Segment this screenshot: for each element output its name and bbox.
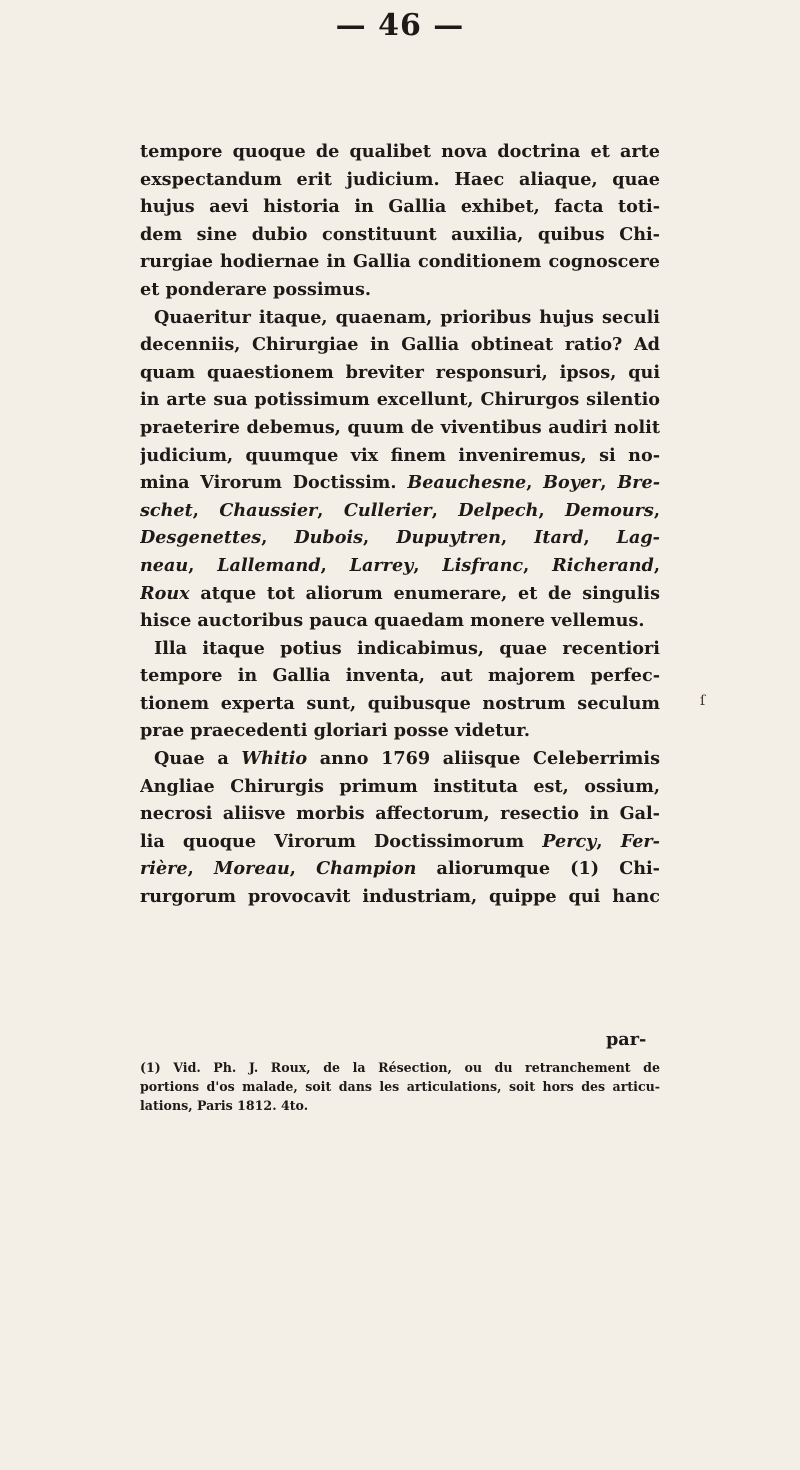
text-line [140,607,660,635]
text-line [140,442,660,470]
text-segment: tempore quoque de qualibet nova doctrina et arte [140,141,660,162]
text-segment: tempore in Gallia inventa, aut majorem perfec- [140,665,660,687]
text-segment: , [192,499,220,521]
catchword: par- [606,1029,647,1050]
italic-name: Delpech [458,499,539,521]
text-line [140,221,660,249]
text-segment: , [500,527,535,549]
text-segment: rurgiae hodiernae in Gallia conditionem cognoscere [140,251,660,273]
text-segment: Quaeritur itaque, quaenam, prioribus hujus seculi [154,306,660,328]
italic-name: Moreau [213,858,290,880]
footnote-line: (1) Vid. Ph. J. Roux, de la Résection, ou du retranchement de [140,1060,660,1075]
text-segment: , [523,554,553,576]
italic-name: neau [140,554,189,576]
italic-name: Demours [565,499,654,521]
text-line [140,166,660,194]
text-line [140,359,660,387]
text-line [140,276,660,304]
text-segment: Illa itaque potius indicabimus, quae recentiori [154,637,660,659]
text-segment: , [413,554,443,576]
text-segment: atque tot aliorum enumerare, et de singulis [189,582,660,604]
text-line [140,635,660,663]
text-segment: hujus aevi historia in Gallia exhibet, facta toti- [140,196,660,218]
text-line [140,331,660,359]
italic-name: Beauchesne [407,472,527,494]
footnote-block [140,1058,660,1115]
text-line [140,580,660,608]
text-line [140,773,660,801]
text-segment: , [317,499,344,521]
italic-name: Percy [542,830,597,852]
text-segment: et ponderare possimus. [140,278,371,300]
text-segment: Angliae Chirurgis primum instituta est, ossium, [140,775,660,797]
text-segment: quam quaestionem breviter responsuri, ipsos, qui [140,361,660,383]
text-segment: , [526,472,544,494]
text-line [140,497,660,525]
italic-name: Dupuytren [396,527,501,549]
text-segment: praeterire debemus, quum de viventibus audiri nolit [140,416,660,438]
text-segment: , [583,527,617,549]
italic-name: Lisfranc [442,554,524,576]
footnote-line: lations, Paris 1812. 4to. [140,1098,309,1113]
text-segment: , [363,527,397,549]
text-line [140,855,660,883]
text-segment: , [320,554,350,576]
text-segment: , [188,554,218,576]
text-segment: , [289,858,317,880]
text-line [140,386,660,414]
text-line [140,828,660,856]
footnote-line: portions d'os malade, soit dans les articulations, soit hors des articu- [140,1079,660,1094]
text-segment: anno 1769 aliisque Celeberrimis [307,748,660,770]
italic-name: Itard [534,527,584,549]
italic-name: Cullerier [343,499,432,521]
text-segment: exspectandum erit judicium. Haec aliaque, quae [140,168,660,190]
italic-name: Chaussier [219,499,318,521]
text-line [140,469,660,497]
italic-name: Desgenettes [140,527,262,549]
italic-name: Champion [316,858,417,880]
italic-name: Richerand [552,554,654,576]
italic-name: Lag- [616,527,660,549]
text-segment: judicium, quumque vix finem inveniremus, si no- [140,444,660,466]
text-segment: , [653,554,660,576]
text-segment: in arte sua potissimum excellunt, Chirurgos silentio [140,389,660,411]
text-line [140,524,660,552]
italic-name: Whitio [241,748,308,770]
text-segment: mina Virorum Doctissim. [140,472,408,494]
text-line [140,193,660,221]
text-segment: tionem experta sunt, quibusque nostrum seculum [140,692,660,714]
text-line [140,745,660,773]
italic-name: Roux [140,582,190,604]
margin-mark: ſ [700,693,706,709]
text-line [140,662,660,690]
text-segment: , [187,858,214,880]
main-text-block [140,138,660,911]
text-segment: , [600,472,618,494]
text-segment: hisce auctoribus pauca quaedam monere vellemus. [140,610,645,632]
text-line [140,414,660,442]
text-line [140,717,660,745]
italic-name: schet [140,499,193,521]
text-line [140,138,660,166]
text-segment: , [261,527,295,549]
text-segment: necrosi aliisve morbis affectorum, resectio in Gal- [140,803,660,825]
italic-name: Boyer [543,472,601,494]
text-line [140,883,660,911]
text-segment: , [653,499,660,521]
text-segment: lia quoque Virorum Doctissimorum [140,830,543,852]
text-segment: , [431,499,459,521]
text-line [140,800,660,828]
page-number-header: — 46 — [335,8,465,43]
text-line [140,552,660,580]
italic-name: Fer- [620,830,660,852]
text-segment: , [538,499,566,521]
text-segment: aliorumque (1) Chi- [416,858,660,880]
text-segment: prae praecedenti gloriari posse videtur. [140,720,530,742]
text-segment: Quae a [154,748,242,770]
text-segment: dem sine dubio constituunt auxilia, quibus Chi- [140,223,660,245]
italic-name: Bre- [617,472,660,494]
text-segment: , [596,830,621,852]
text-line [140,248,660,276]
italic-name: Dubois [294,527,364,549]
italic-name: Larrey [349,554,414,576]
italic-name: Lallemand [217,554,321,576]
text-line [140,690,660,718]
italic-name: rière [140,858,188,880]
text-segment: decenniis, Chirurgiae in Gallia obtineat ratio? Ad [140,334,660,356]
text-segment: rurgorum provocavit industriam, quippe qui hanc [140,886,660,908]
text-line [140,304,660,332]
